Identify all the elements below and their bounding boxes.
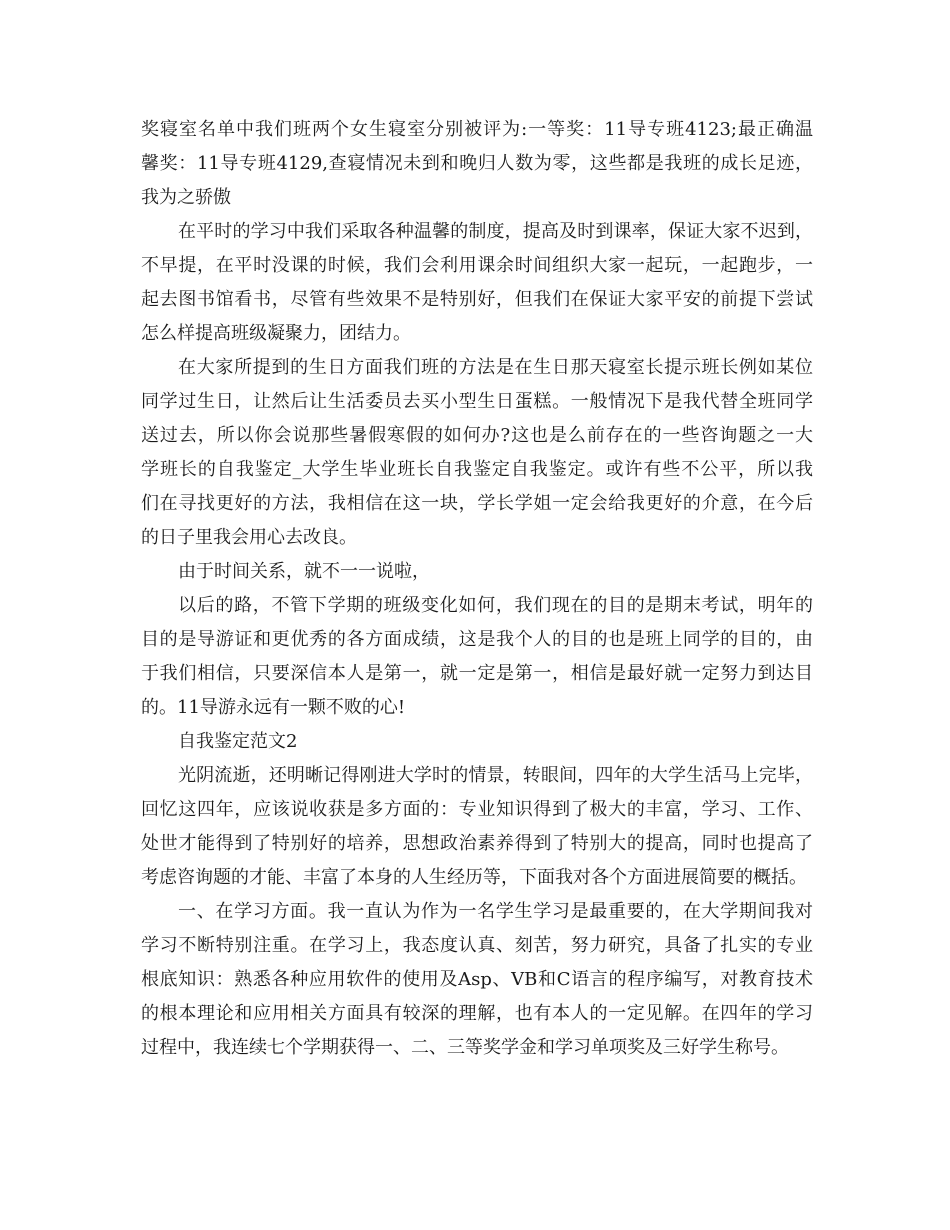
text-line: 不早提，在平时没课的时候，我们会利用课余时间组织大家一起玩，一起跑步，一 — [141, 255, 813, 276]
text-line: 怎么样提高班级凝聚力，团结力。 — [141, 323, 411, 344]
text-line: 由于时间关系，就不一一说啦， — [178, 561, 430, 582]
text-line: 的日子里我会用心去改良。 — [141, 527, 357, 548]
text-line: 考虑咨询题的才能、丰富了本身的人生经历等，下面我对各个方面进展简要的概括。 — [141, 867, 807, 888]
text-line: 奖寝室名单中我们班两个女生寝室分别被评为:一等奖：11导专班4123;最正确温 — [141, 119, 813, 140]
document-body — [141, 113, 813, 1065]
text-line: 根底知识：熟悉各种应用软件的使用及Asp、VB和C语言的程序编写，对教育技术 — [141, 969, 813, 990]
paragraph — [141, 895, 813, 1065]
paragraph — [141, 759, 813, 895]
text-line: 光阴流逝，还明晰记得刚进大学时的情景，转眼间，四年的大学生活马上完毕， — [178, 765, 813, 786]
text-line: 处世才能得到了特别好的培养，思想政治素养得到了特别大的提高，同时也提高了 — [141, 833, 813, 854]
text-line: 我为之骄傲 — [141, 187, 231, 208]
text-line: 在大家所提到的生日方面我们班的方法是在生日那天寝室长提示班长例如某位 — [178, 357, 813, 378]
text-line: 以后的路，不管下学期的班级变化如何，我们现在的目的是期末考试，明年的 — [178, 595, 813, 616]
text-line: 回忆这四年，应该说收获是多方面的：专业知识得到了极大的丰富，学习、工作、 — [141, 799, 813, 820]
text-line: 的。11导游永远有一颗不败的心! — [141, 697, 406, 718]
text-line: 目的是导游证和更优秀的各方面成绩，这是我个人的目的也是班上同学的目的，由 — [141, 629, 813, 650]
text-line: 送过去，所以你会说那些暑假寒假的如何办?这也是么前存在的一些咨询题之一大 — [141, 425, 813, 446]
text-line: 起去图书馆看书，尽管有些效果不是特别好，但我们在保证大家平安的前提下尝试 — [141, 289, 813, 310]
section-heading — [141, 725, 813, 759]
paragraph — [141, 589, 813, 725]
paragraph — [141, 215, 813, 351]
text-line: 同学过生日，让然后让生活委员去买小型生日蛋糕。一般情况下是我代替全班同学 — [141, 391, 813, 412]
paragraph — [141, 555, 813, 589]
text-line: 的根本理论和应用相关方面具有较深的理解，也有本人的一定见解。在四年的学习 — [141, 1003, 813, 1024]
text-line: 学班长的自我鉴定_大学生毕业班长自我鉴定自我鉴定。或许有些不公平，所以我 — [141, 459, 813, 480]
text-line: 们在寻找更好的方法，我相信在这一块，学长学姐一定会给我更好的介意，在今后 — [141, 493, 813, 514]
text-line: 一、在学习方面。我一直认为作为一名学生学习是最重要的，在大学期间我对 — [178, 901, 813, 922]
text-line: 于我们相信，只要深信本人是第一，就一定是第一，相信是最好就一定努力到达目 — [141, 663, 813, 684]
text-line: 在平时的学习中我们采取各种温馨的制度，提高及时到课率，保证大家不迟到， — [178, 221, 813, 242]
text-line: 过程中，我连续七个学期获得一、二、三等奖学金和学习单项奖及三好学生称号。 — [141, 1037, 789, 1058]
paragraph — [141, 351, 813, 555]
text-line: 馨奖：11导专班4129,查寝情况未到和晚归人数为零，这些都是我班的成长足迹， — [141, 153, 813, 174]
text-line: 学习不断特别注重。在学习上，我态度认真、刻苦，努力研究，具备了扎实的专业 — [141, 935, 813, 956]
text-line: 自我鉴定范文2 — [178, 731, 298, 752]
paragraph — [141, 113, 813, 215]
